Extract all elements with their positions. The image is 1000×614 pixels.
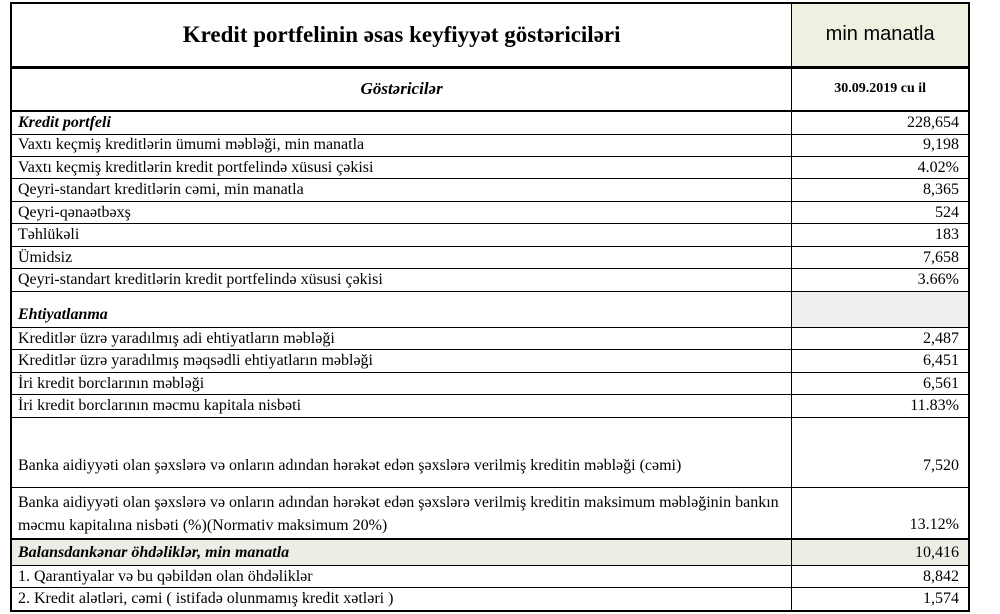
row-value: 9,198 [792, 134, 969, 156]
row-value: 11.83% [792, 395, 969, 417]
unit-label: min manatla [792, 3, 969, 67]
title-row [11, 3, 969, 67]
row-value: 10,416 [792, 539, 969, 565]
row-label: Vaxtı keçmiş kreditlərin kredit portfelində xüsusi çəkisi [11, 157, 792, 179]
row-label: Banka aidiyyəti olan şəxslərə və onların adından hərəkət edən şəxslərə verilmiş kreditin maksimum məbləğinin bankın məcmu kapitalına nisbəti (%)(Normativ maksimum 20%) [11, 487, 792, 539]
row-value: 8,365 [792, 179, 969, 201]
table-row [11, 487, 969, 539]
row-value: 4.02% [792, 157, 969, 179]
row-label: Qeyri-qənaətbəxş [11, 201, 792, 223]
row-value: 524 [792, 201, 969, 223]
credit-portfolio-table [10, 2, 970, 612]
row-label: İri kredit borclarının məbləği [11, 372, 792, 394]
row-label: Banka aidiyyəti olan şəxslərə və onların adından hərəkət edən şəxslərə verilmiş kreditin məbləği (cəmi) [11, 417, 792, 487]
table-row [11, 417, 969, 487]
table-row [11, 179, 969, 201]
row-value [792, 291, 969, 327]
row-value: 7,520 [792, 417, 969, 487]
row-label: İri kredit borclarının məcmu kapitala nisbəti [11, 395, 792, 417]
header-row [11, 67, 969, 111]
row-value: 8,842 [792, 565, 969, 587]
row-value: 6,561 [792, 372, 969, 394]
row-label: Ehtiyatlanma [11, 291, 792, 327]
row-value: 13.12% [792, 487, 969, 539]
table-head [11, 3, 969, 111]
row-value: 228,654 [792, 111, 969, 134]
row-label: Ümidsiz [11, 246, 792, 268]
row-label: Kreditlər üzrə yaradılmış məqsədli ehtiyatların məbləği [11, 350, 792, 372]
column-header-indicators: Göstəricilər [11, 67, 792, 111]
table-row [11, 157, 969, 179]
row-value: 3.66% [792, 269, 969, 291]
table-row [11, 134, 969, 156]
row-label: Balansdankənar öhdəliklər, min manatla [11, 539, 792, 565]
column-header-date: 30.09.2019 cu il [792, 67, 969, 111]
table-row [11, 201, 969, 223]
table-row [11, 269, 969, 291]
table-row [11, 224, 969, 246]
row-label: Qeyri-standart kreditlərin cəmi, min manatla [11, 179, 792, 201]
row-label: Vaxtı keçmiş kreditlərin ümumi məbləği, min manatla [11, 134, 792, 156]
table-row [11, 246, 969, 268]
table-row [11, 291, 969, 327]
row-label: 2. Kredit alətləri, cəmi ( istifadə olunmamış kredit xətləri ) [11, 588, 792, 611]
row-value: 7,658 [792, 246, 969, 268]
row-label: 1. Qarantiyalar və bu qəbildən olan öhdəliklər [11, 565, 792, 587]
row-value: 6,451 [792, 350, 969, 372]
row-label: Kreditlər üzrə yaradılmış adi ehtiyatların məbləği [11, 327, 792, 349]
table-row [11, 111, 969, 134]
table-row [11, 350, 969, 372]
table-row [11, 372, 969, 394]
row-value: 1,574 [792, 588, 969, 611]
row-label: Qeyri-standart kreditlərin kredit portfelində xüsusi çəkisi [11, 269, 792, 291]
row-value: 2,487 [792, 327, 969, 349]
table-row [11, 565, 969, 587]
table-title: Kredit portfelinin əsas keyfiyyət göstəriciləri [11, 3, 792, 67]
table-row [11, 327, 969, 349]
row-value: 183 [792, 224, 969, 246]
table-body [11, 111, 969, 611]
row-label: Kredit portfeli [11, 111, 792, 134]
row-label: Təhlükəli [11, 224, 792, 246]
table-row [11, 395, 969, 417]
table-row [11, 539, 969, 565]
table-row [11, 588, 969, 611]
